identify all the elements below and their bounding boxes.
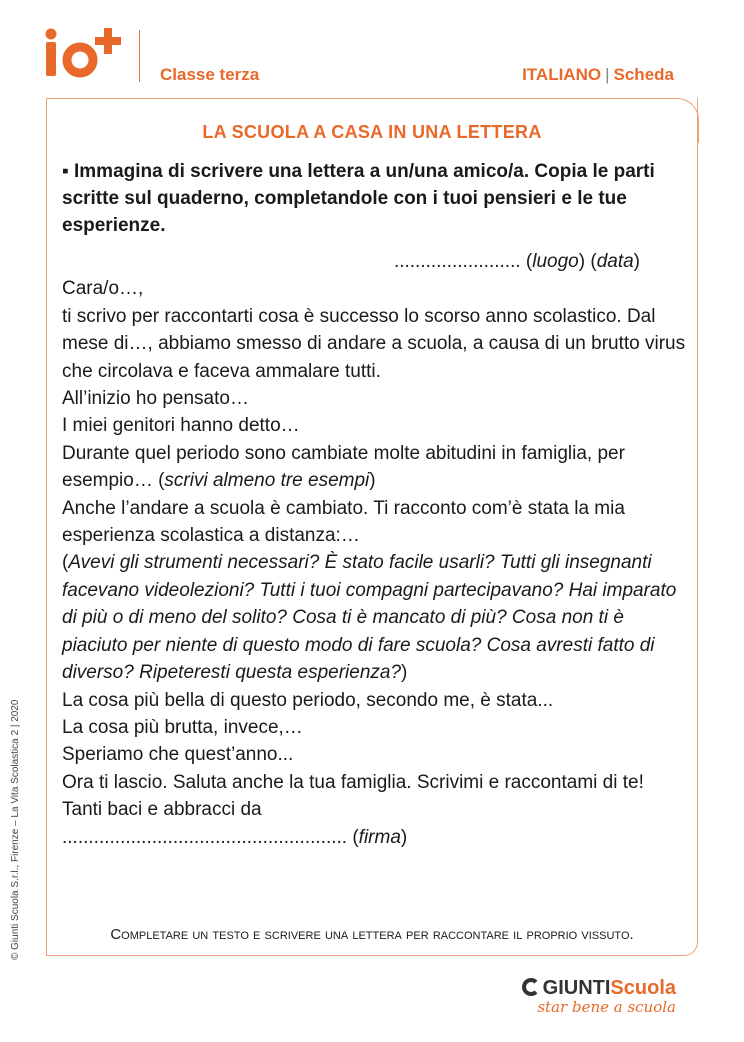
letter-paragraph: ti scrivo per raccontarti cosa è successo lo scorso anno scolastico. Dal mese di…, abbiamo smesso di andare a scuola, a causa di un brutto virus che circolava e faceva ammalare tutti. xyxy=(62,305,686,382)
io-plus-logo xyxy=(44,28,124,88)
giunti-g-icon xyxy=(522,978,540,996)
letter-paragraph: All’inizio ho pensato… xyxy=(62,388,249,410)
publisher-tagline: star bene a scuola xyxy=(537,998,676,1016)
subject-label: ITALIANO | Scheda xyxy=(522,65,674,84)
signature-line: ...................................................... (firma) xyxy=(62,826,408,848)
letter-paragraph: Durante quel periodo sono cambiate molte abitudini in famiglia, per esempio… (scrivi almeno tre esempi) xyxy=(62,442,625,492)
letter-paragraph: Anche l’andare a scuola è cambiato. Ti racconto com’è stata la mia esperienza scolastica a distanza:… xyxy=(62,497,625,547)
letter-paragraph: I miei genitori hanno detto… xyxy=(62,415,300,437)
learning-objective: Completare un testo e scrivere una lettera per raccontare il proprio vissuto. xyxy=(110,926,634,943)
letter-paragraph: La cosa più brutta, invece,… xyxy=(62,716,303,738)
copyright: © Giunti Scuola S.r.l., Firenze – La Vita Scolastica 2 | 2020 xyxy=(10,699,21,960)
place-date-line: ........................ (luogo) (data) xyxy=(393,251,640,272)
instruction: ▪ Immagina di scrivere una lettera a un/una amico/a. Copia le parti scritte sul quaderno, completandole con i tuoi pensieri e le tue esperienze. xyxy=(62,161,655,236)
header-divider xyxy=(139,30,140,82)
page-title: LA SCUOLA A CASA IN UNA LETTERA xyxy=(202,122,542,142)
greeting: Cara/o…, xyxy=(62,278,144,300)
letter-paragraph: Speriamo che quest’anno... xyxy=(62,744,294,766)
letter-paragraph: Ora ti lascio. Saluta anche la tua famiglia. Scrivimi e raccontami di te! xyxy=(62,771,644,793)
publisher-logo: GIUNTIScuola star bene a scuola xyxy=(522,977,676,1016)
closing: Tanti baci e abbracci da xyxy=(62,799,262,821)
guiding-questions: (Avevi gli strumenti necessari? È stato facile usarli? Tutti gli insegnanti facevano videolezioni? Tutti i tuoi compagni partecipavano? Hai imparato di più o di meno del solito? Cosa ti è mancato di più? Cosa non ti è piaciuto per niente di questo modo di fare scuola? Cosa avresti fatto di diverso? Ripeteresti questa esperienza?) xyxy=(62,552,677,684)
letter-body xyxy=(62,248,692,851)
class-label: Classe terza xyxy=(160,65,260,84)
letter-paragraph: La cosa più bella di questo periodo, secondo me, è stata... xyxy=(62,689,554,711)
